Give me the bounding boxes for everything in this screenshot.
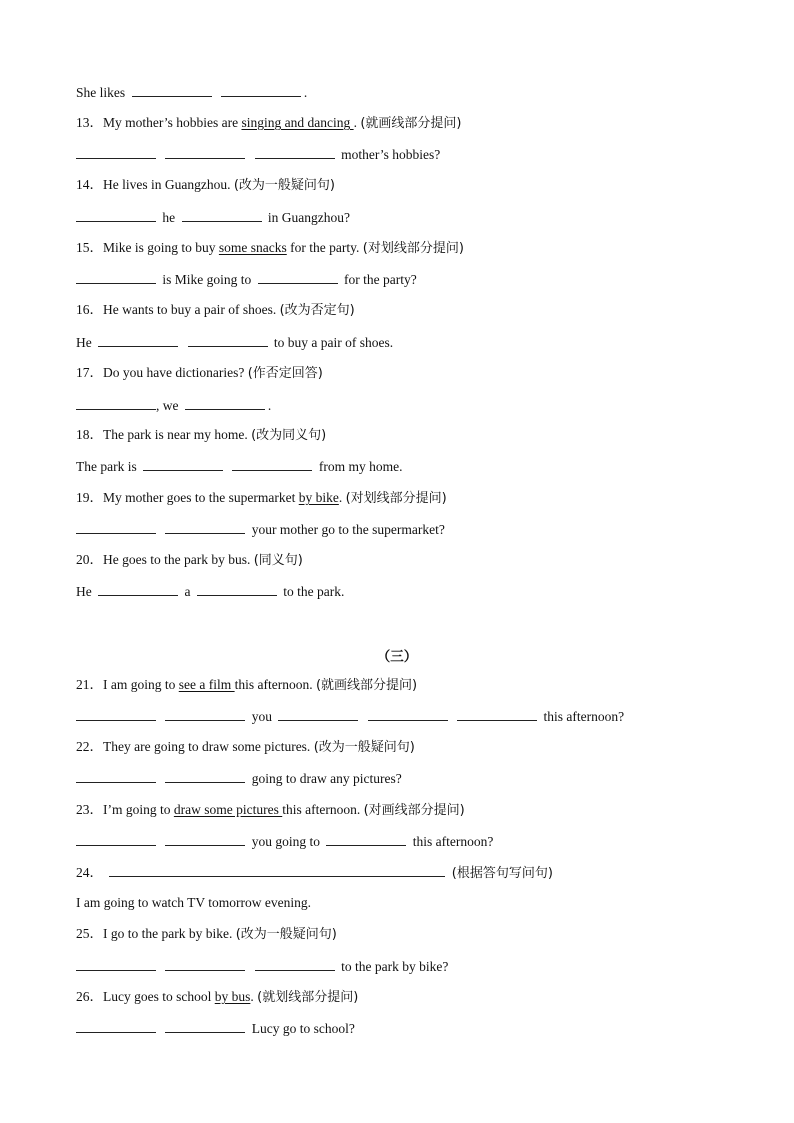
question-25: [76, 925, 337, 944]
question-text-end: .: [250, 989, 254, 1004]
answer-line-16: [76, 333, 393, 352]
answer-text: to the park by bike?: [341, 959, 449, 974]
answer-blank[interactable]: [197, 582, 277, 596]
answer-blank[interactable]: [255, 957, 335, 971]
question-19: [76, 489, 447, 508]
question-number: 20．: [76, 552, 103, 567]
answer-text: The park is: [76, 459, 137, 474]
answer-line-13: [76, 145, 440, 164]
answer-text: I am going to watch TV tomorrow evening.: [76, 895, 311, 910]
question-number: 13．: [76, 115, 103, 130]
question-number: 18．: [76, 427, 103, 442]
answer-text: this afternoon?: [543, 709, 625, 724]
question-text: Do you have dictionaries?: [103, 365, 245, 380]
answer-blank[interactable]: [76, 1019, 156, 1033]
underlined-phrase: see a film: [178, 677, 235, 692]
answer-line-14: [76, 208, 350, 227]
answer-blank-long[interactable]: [109, 863, 445, 877]
answer-blank[interactable]: [185, 396, 265, 410]
question-21: [76, 676, 417, 695]
answer-blank[interactable]: [76, 145, 156, 159]
answer-blank[interactable]: [182, 208, 262, 222]
answer-text: to buy a pair of shoes.: [273, 335, 394, 350]
answer-blank[interactable]: [98, 333, 178, 347]
answer-blank[interactable]: [76, 208, 156, 222]
answer-text: .: [267, 398, 272, 413]
answer-blank[interactable]: [165, 707, 245, 721]
answer-text: is Mike going to: [162, 272, 252, 287]
answer-text: Lucy go to school?: [251, 1021, 355, 1036]
answer-text: from my home.: [318, 459, 403, 474]
question-number: 17．: [76, 365, 103, 380]
underlined-phrase: by bike: [298, 490, 339, 505]
question-number: 15．: [76, 240, 103, 255]
instruction: (作否定回答): [247, 366, 323, 381]
instruction: (同义句): [253, 553, 303, 568]
question-26: [76, 988, 358, 1007]
instruction: (改为一般疑问句): [313, 740, 415, 755]
question-number: 21．: [76, 677, 103, 692]
underlined-phrase: by bus: [214, 989, 251, 1004]
underlined-phrase: some snacks: [218, 240, 287, 255]
question-number: 22．: [76, 739, 103, 754]
answer-line-15: [76, 270, 417, 289]
answer-blank[interactable]: [132, 83, 212, 97]
question-text: I go to the park by bike.: [103, 926, 233, 941]
instruction: (对画线部分提问): [363, 803, 465, 818]
answer-text: a: [184, 584, 191, 599]
answer-line-26: [76, 1019, 355, 1038]
answer-blank[interactable]: [76, 707, 156, 721]
answer-line-19: [76, 520, 445, 539]
instruction: (改为否定句): [279, 303, 355, 318]
question-text: Lucy goes to school: [103, 989, 215, 1004]
question-text: He lives in Guangzhou.: [103, 177, 231, 192]
question-24: [76, 863, 553, 883]
answer-text: , we: [156, 398, 179, 413]
section-title: （三）: [376, 649, 418, 665]
answer-text: going to draw any pictures?: [251, 771, 402, 786]
question-number: 25．: [76, 926, 103, 941]
answer-blank[interactable]: [188, 333, 268, 347]
answer-blank[interactable]: [76, 396, 156, 410]
answer-blank[interactable]: [278, 707, 358, 721]
instruction: (改为一般疑问句): [233, 178, 336, 193]
question-16: [76, 301, 355, 320]
question-text: He wants to buy a pair of shoes.: [103, 302, 277, 317]
instruction: (就画线部分提问): [315, 678, 418, 693]
answer-text: he: [162, 210, 176, 225]
answer-blank[interactable]: [165, 1019, 245, 1033]
answer-line-25: [76, 957, 448, 976]
instruction: (就画线部分提问): [360, 116, 462, 131]
answer-text: your mother go to the supermarket?: [251, 522, 445, 537]
answer-text: you going to: [251, 834, 321, 849]
question-20: [76, 551, 303, 570]
question-15: [76, 239, 464, 258]
answer-text: He: [76, 335, 92, 350]
question-text-end: this afternoon.: [282, 802, 361, 817]
answer-line-21: [76, 707, 624, 726]
question-number: 14．: [76, 177, 103, 192]
instruction: (改为一般疑问句): [235, 927, 337, 942]
question-13: [76, 114, 462, 133]
answer-blank[interactable]: [76, 769, 156, 783]
question-22: [76, 738, 415, 757]
answer-blank[interactable]: [76, 520, 156, 534]
answer-text: He: [76, 584, 92, 599]
answer-line-23: [76, 832, 493, 851]
answer-line-24: [76, 894, 311, 912]
question-text: The park is near my home.: [103, 427, 248, 442]
answer-text: to the park.: [283, 584, 345, 599]
instruction: (改为同义句): [251, 428, 327, 443]
answer-text: in Guangzhou?: [267, 210, 350, 225]
question-number: 23．: [76, 802, 103, 817]
instruction: (根据答句写问句): [451, 866, 553, 881]
answer-text: mother’s hobbies?: [341, 147, 441, 162]
answer-blank[interactable]: [165, 520, 245, 534]
question-18: [76, 426, 326, 445]
instruction: (对划线部分提问): [345, 491, 447, 506]
question-17: [76, 364, 323, 383]
question-text: My mother goes to the supermarket: [103, 490, 299, 505]
question-number: 24．: [76, 865, 103, 880]
answer-blank[interactable]: [165, 145, 245, 159]
underlined-phrase: singing and dancing: [241, 115, 354, 130]
question-text-end: this afternoon.: [234, 677, 313, 692]
answer-blank[interactable]: [258, 270, 338, 284]
answer-blank[interactable]: [165, 769, 245, 783]
question-text-end: for the party.: [286, 240, 360, 255]
answer-line-22: [76, 769, 402, 788]
answer-text: for the party?: [344, 272, 417, 287]
question-text: He goes to the park by bus.: [103, 552, 251, 567]
answer-line-12: She likes .: [76, 85, 308, 100]
underlined-phrase: draw some pictures: [173, 802, 283, 817]
answer-text: this afternoon?: [412, 834, 494, 849]
instruction: (对划线部分提问): [362, 241, 464, 256]
answer-blank[interactable]: [76, 270, 156, 284]
question-number: 19．: [76, 490, 103, 505]
answer-blank[interactable]: [165, 957, 245, 971]
question-14: [76, 176, 335, 195]
answer-blank[interactable]: [76, 957, 156, 971]
answer-line-18: [76, 457, 402, 476]
instruction: (就划线部分提问): [257, 990, 359, 1005]
answer-text: you: [251, 709, 272, 724]
question-text: They are going to draw some pictures.: [103, 739, 311, 754]
answer-blank[interactable]: [368, 707, 448, 721]
answer-blank[interactable]: [221, 83, 301, 97]
answer-text: She likes: [76, 85, 126, 100]
answer-blank[interactable]: [98, 582, 178, 596]
question-number: 26．: [76, 989, 103, 1004]
answer-blank[interactable]: [457, 707, 537, 721]
answer-line-20: [76, 582, 344, 601]
answer-blank[interactable]: [326, 832, 406, 846]
question-text-end: .: [353, 115, 357, 130]
answer-blank[interactable]: [232, 457, 312, 471]
question-text: I’m going to: [103, 802, 174, 817]
question-text: I am going to: [103, 677, 179, 692]
question-23: [76, 801, 465, 820]
answer-blank[interactable]: [255, 145, 335, 159]
question-text-end: .: [338, 490, 343, 505]
question-text: Mike is going to buy: [103, 240, 219, 255]
answer-blank[interactable]: [143, 457, 223, 471]
answer-blank[interactable]: [76, 832, 156, 846]
question-number: 16．: [76, 302, 103, 317]
question-text: My mother’s hobbies are: [103, 115, 242, 130]
answer-line-17: [76, 396, 271, 415]
answer-blank[interactable]: [165, 832, 245, 846]
